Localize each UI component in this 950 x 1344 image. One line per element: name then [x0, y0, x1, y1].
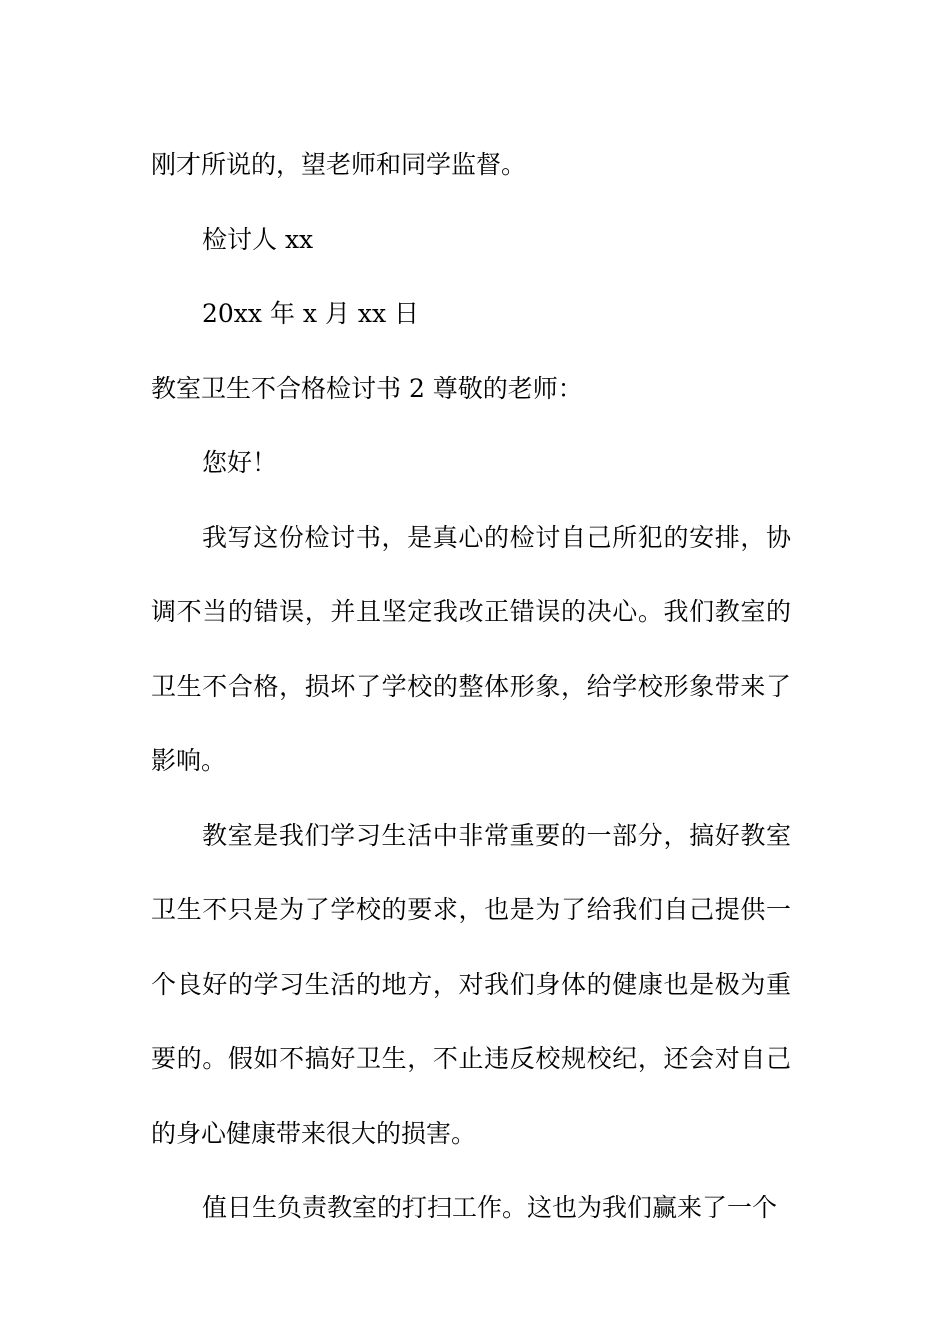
- paragraph-signature: 检讨人 xx: [202, 224, 314, 254]
- paragraph-title-salutation: 教室卫生不合格检讨书 2 尊敬的老师：: [151, 373, 583, 403]
- paragraph-date: 20xx 年 x 月 xx 日: [202, 299, 420, 328]
- paragraph-closing-line: 刚才所说的，望老师和同学监督。: [151, 150, 527, 179]
- paragraph-greeting: 您好！: [202, 448, 278, 477]
- paragraph-body-1: 我写这份检讨书，是真心的检讨自己所犯的安排，协调不当的错误，并且坚定我改正错误的决心。我们教室的卫生不合格，损坏了学校的整体形象，给学校形象带来了影响。: [151, 522, 791, 775]
- document-body: [151, 128, 791, 1246]
- paragraph-body-2: 教室是我们学习生活中非常重要的一部分，搞好教室卫生不只是为了学校的要求，也是为了给我们自己提供一个良好的学习生活的地方，对我们身体的健康也是极为重要的。假如不搞好卫生，不止违反校规校纪，还会对自己的身心健康带来很大的损害。: [151, 820, 791, 1148]
- paragraph-body-3: 值日生负责教室的打扫工作。这也为我们赢来了一个: [202, 1193, 778, 1222]
